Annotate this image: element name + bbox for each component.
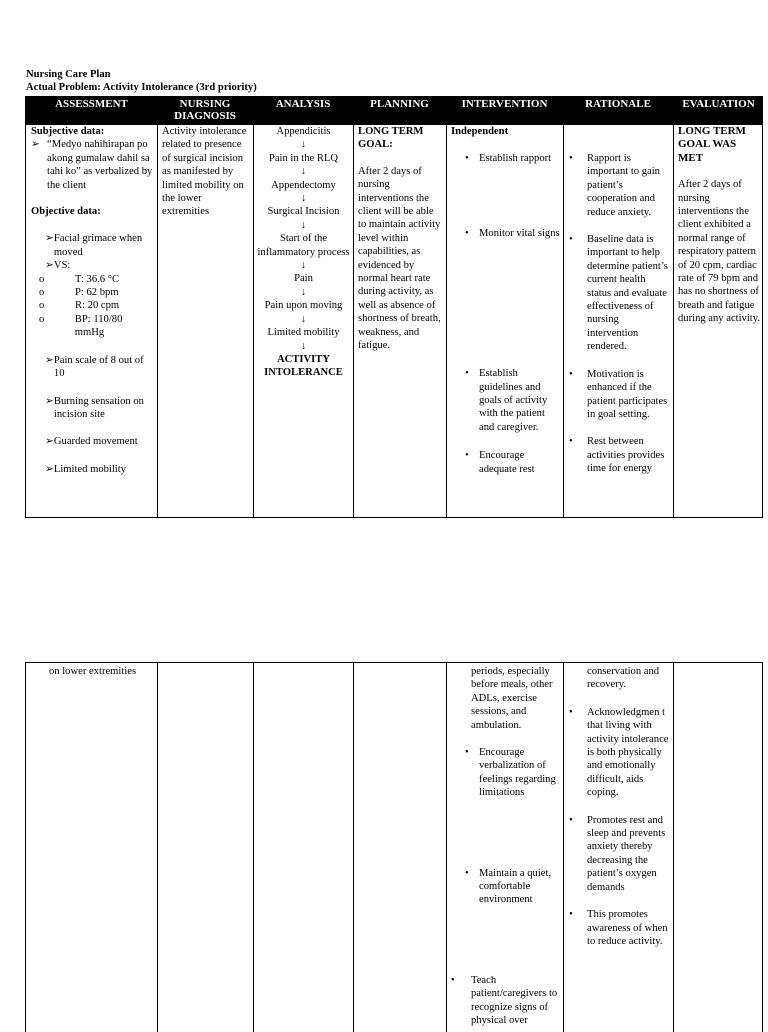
rationale-acknowledgment: • Acknowledgmen t that living with activity intolerance is both physically and emotionally difficult, aids coping. [569,706,669,799]
dot-bullet-icon: • [465,368,469,380]
analysis-step: Limited mobility [267,327,340,339]
circle-bullet-icon: o [39,313,45,325]
care-plan-table-page1 [25,96,763,518]
intervention-rest: • Encourage adequate rest [465,450,535,475]
column-divider [673,97,674,517]
dot-bullet-icon: • [569,909,573,921]
planning-goal-text: After 2 days of nursing interventions the client will be able to maintain activity level within capabilities, as evidenced by normal heart rate during activity, as well as absence of shortness of breath, weakness, and fatigue. [358,165,441,352]
rationale-promotes: • Promotes rest and sleep and prevents anxiety thereby decreasing the patient’s oxygen demands [569,814,666,893]
analysis-step: Pain [294,273,313,285]
rationale-awareness: • This promotes awareness of when to reduce activity. [569,909,668,947]
vs-blood-pressure: o BP: 110/80 mmHg [31,313,154,340]
problem-statement: Actual Problem: Activity Intolerance (3rd priority) [26,82,257,93]
column-divider [446,663,447,1032]
column-divider [446,97,447,517]
dot-bullet-icon: • [465,867,469,879]
down-arrow-icon: ↓ [300,340,307,352]
down-arrow-icon: ↓ [300,286,307,298]
dot-bullet-icon: • [569,814,573,826]
objective-item-vs: ➢ VS: [45,260,71,272]
analysis-step: Appendectomy [271,179,336,191]
rationale-cell [566,125,673,476]
intervention-rapport: • Establish rapport [465,153,552,165]
down-arrow-icon: ↓ [300,139,307,151]
objective-item-pain: ➢ Pain scale of 8 out of 10 [45,354,144,380]
dot-bullet-icon: • [465,153,469,165]
column-divider [353,97,354,517]
arrow-bullet-icon: ➢ [45,395,54,407]
analysis-final: ACTIVITY INTOLERANCE [264,353,343,379]
header-rationale: RATIONALE [585,98,651,110]
arrow-bullet-icon: ➢ [45,463,54,475]
objective-item-limited-continued: on lower extremities [49,666,137,677]
circle-bullet-icon: o [39,300,45,312]
dot-bullet-icon: • [465,747,469,759]
dot-bullet-icon: • [465,450,469,462]
dot-bullet-icon: • [569,436,573,448]
intervention-cell [448,125,563,476]
analysis-flow [257,125,350,353]
objective-item-limited: ➢ Limited mobility [45,463,126,475]
rationale-motivation: • Motivation is enhanced if the patient participates in goal setting. [569,368,668,420]
column-divider [157,97,158,517]
intervention-environment: • Maintain a quiet, comfortable environment [465,867,552,906]
diagnosis-text: Activity intolerance related to presence of surgical incision as manifested by limited mobility on the lower extremities [162,126,247,218]
objective-item-burning: ➢ Burning sensation on incision site [45,395,144,420]
assessment-continued [46,665,157,678]
column-divider [563,663,564,1032]
rationale-rapport: • Rapport is important to gain patient’s cooperation and reduce anxiety. [569,153,660,218]
arrow-bullet-icon: ➢ [45,354,54,366]
evaluation-goal-label: LONG TERM GOAL WAS MET [678,125,746,164]
column-divider [157,663,158,1032]
objective-item-guarded: ➢ Guarded movement [45,436,138,448]
analysis-cell [254,125,353,380]
header-nursing-diagnosis: NURSING DIAGNOSIS [174,98,236,122]
objective-label: Objective data: [31,206,101,218]
document-title: Nursing Care Plan [26,69,111,80]
arrow-bullet-icon: ➢ [31,139,40,151]
intervention-verbalize: • Encourage verbalization of feelings regarding limitations [465,747,556,799]
assessment-cell [28,125,157,476]
circle-bullet-icon: o [39,273,45,285]
intervention-vitals: • Monitor vital signs [465,227,560,239]
analysis-step: Start of the inflammatory process [257,233,350,258]
analysis-step: Appendicitis [276,126,331,137]
subjective-quote: ➢ “Medyo nahihirapan po akong gumalaw dahil sa tahi ko” as verbalized by the client [31,139,153,191]
planning-goal-label: LONG TERM GOAL: [358,126,424,151]
intervention-rest-continued: periods, especially before meals, other ADLs, exercise sessions, and ambulation. [471,666,553,731]
rationale-rest-continued: conservation and recovery. [587,666,660,691]
evaluation-text: After 2 days of nursing interventions the client exhibited a normal range of respiratory pattern of 20 cpm, cardiac rate of 79 bpm and has no shortness of breath and fatigue during any activity. [678,179,760,325]
analysis-step: Pain in the RLQ [268,152,339,164]
down-arrow-icon: ↓ [300,260,307,272]
rationale-continued [566,665,673,948]
dot-bullet-icon: • [465,227,469,239]
dot-bullet-icon: • [569,706,573,718]
planning-cell [355,125,446,353]
care-plan-table-page2 [25,662,763,1032]
column-divider [253,663,254,1032]
rationale-baseline: • Baseline data is important to help determine patient’s current health status and evaluate effectiveness of nursing intervention rendered. [569,234,668,353]
intervention-section-label: Independent [451,126,509,137]
dot-bullet-icon: • [569,368,573,380]
intervention-teach: • Teach patient/caregivers to recognize signs of physical over [451,974,558,1027]
subjective-label: Subjective data: [31,126,105,137]
objective-item-grimace: ➢ Facial grimace when moved [45,233,143,258]
down-arrow-icon: ↓ [300,193,307,205]
arrow-bullet-icon: ➢ [45,233,54,245]
intervention-continued [448,665,563,1028]
intervention-guidelines: • Establish guidelines and goals of activity with the patient and caregiver. [465,368,548,433]
arrow-bullet-icon: ➢ [45,260,54,272]
table-header-row [26,97,762,125]
rationale-rest: • Rest between activities provides time for energy [569,436,665,475]
down-arrow-icon: ↓ [300,166,307,178]
arrow-bullet-icon: ➢ [45,436,54,448]
column-divider [563,97,564,517]
vs-respiration: o R: 20 cpm [31,299,154,312]
header-intervention: INTERVENTION [461,98,548,110]
analysis-step: Surgical Incision [267,206,340,218]
column-divider [673,663,674,1032]
dot-bullet-icon: • [569,153,573,164]
down-arrow-icon: ↓ [300,313,307,325]
vs-temperature: o T: 36.6 °C [31,273,154,286]
diagnosis-cell [159,125,253,219]
column-divider [353,663,354,1032]
dot-bullet-icon: • [569,234,573,246]
header-planning: PLANNING [370,98,429,110]
analysis-step: Pain upon moving [264,300,343,312]
dot-bullet-icon: • [451,974,455,986]
document-heading [26,68,257,94]
evaluation-cell [675,125,764,326]
vs-pulse: o P: 62 bpm [31,286,154,299]
header-assessment: ASSESSMENT [55,98,128,110]
down-arrow-icon: ↓ [300,219,307,231]
header-evaluation: EVALUATION [682,98,755,110]
header-analysis: ANALYSIS [275,98,331,110]
circle-bullet-icon: o [39,287,45,299]
